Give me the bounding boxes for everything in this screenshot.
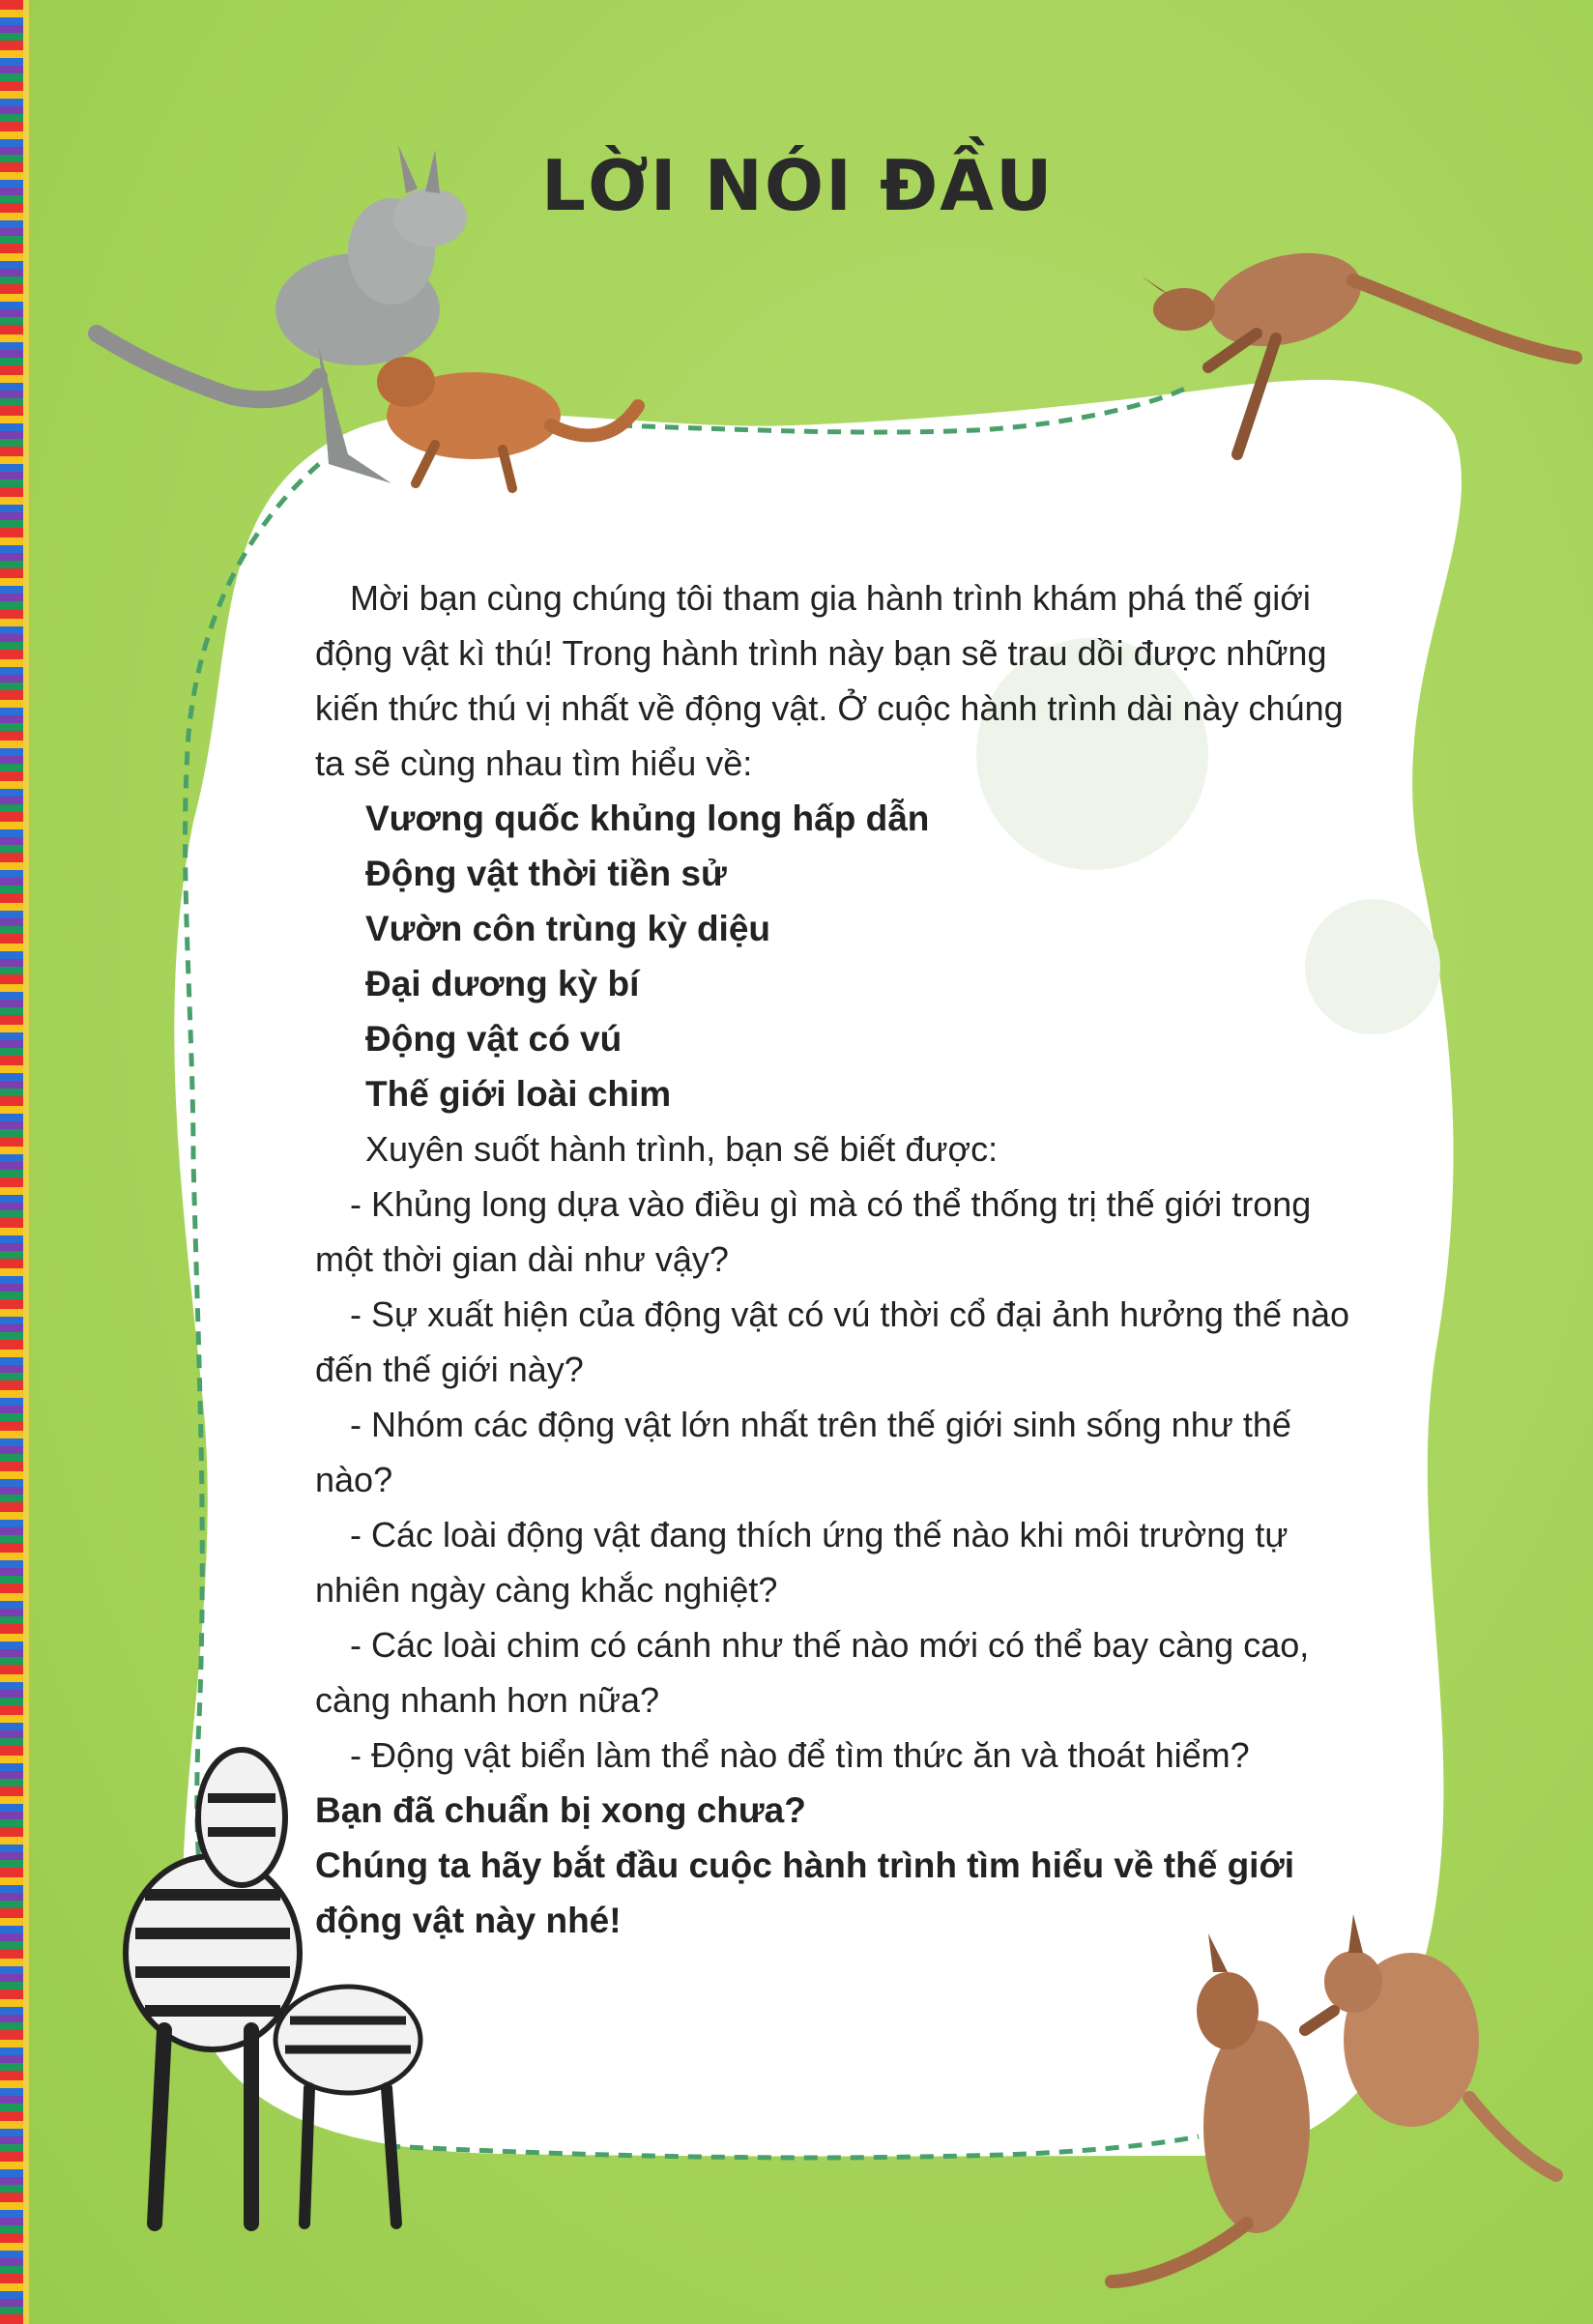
question-item: - Các loài động vật đang thích ứng thế nào khi môi trường tự nhiên ngày càng khắc nghiệt? [315, 1515, 1289, 1610]
question-item: - Các loài chim có cánh như thế nào mới có thể bay càng cao, càng nhanh hơn nữa? [315, 1625, 1310, 1720]
question-item: - Khủng long dựa vào điều gì mà có thể thống trị thế giới trong một thời gian dài như vậy? [315, 1184, 1312, 1279]
topic-list [315, 791, 1359, 1121]
topic-item: Động vật có vú [365, 1019, 623, 1059]
closing-invitation: Chúng ta hãy bắt đầu cuộc hành trình tìm hiểu về thế giới động vật này nhé! [315, 1845, 1295, 1940]
closing-question: Bạn đã chuẩn bị xong chưa? [315, 1790, 806, 1830]
topic-item: Đại dương kỳ bí [365, 964, 640, 1003]
page-title: LỜI NÓI ĐẦU [541, 145, 1055, 226]
lead-in-text: Xuyên suốt hành trình, bạn sẽ biết được: [365, 1129, 999, 1169]
topic-item: Động vật thời tiền sử [365, 854, 727, 893]
intro-paragraph: Mời bạn cùng chúng tôi tham gia hành trình khám phá thế giới động vật kì thú! Trong hành trình này bạn sẽ trau dồi được những kiến thức thú vị nhất về động vật. Ở cuộc hành trình dài này chúng ta sẽ cùng nhau tìm hiểu về: [315, 578, 1344, 783]
topic-item: Vườn côn trùng kỳ diệu [365, 909, 771, 948]
topic-item: Vương quốc khủng long hấp dẫn [365, 799, 930, 838]
question-item: - Nhóm các động vật lớn nhất trên thế giới sinh sống như thế nào? [315, 1405, 1291, 1499]
question-item: - Sự xuất hiện của động vật có vú thời cổ đại ảnh hưởng thế nào đến thế giới này? [315, 1294, 1350, 1389]
topic-item: Thế giới loài chim [365, 1074, 672, 1114]
preface-body [315, 570, 1359, 1948]
question-item: - Động vật biển làm thể nào để tìm thức ăn và thoát hiểm? [350, 1735, 1250, 1775]
